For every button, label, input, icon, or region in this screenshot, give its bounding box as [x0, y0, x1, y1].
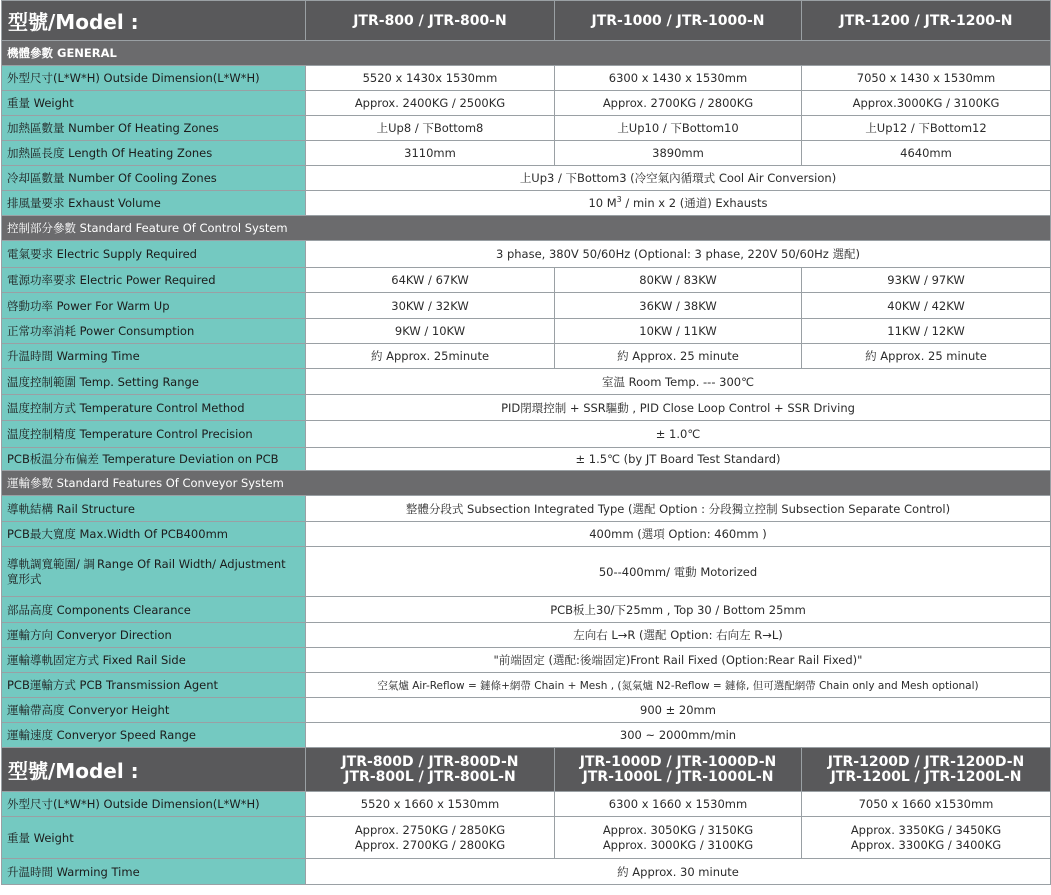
row-value: 900 ± 20mm: [306, 698, 1051, 723]
row-value: 約 Approx. 25 minute: [555, 344, 802, 369]
row-value: 4640mm: [802, 141, 1051, 166]
model-name: JTR-1000 / JTR-1000-N: [555, 1, 802, 41]
row-label: 運輸速度 Converyor Speed Range: [2, 723, 306, 748]
spec-row-dimension: [2, 66, 1051, 91]
row-value: 上Up8 / 下Bottom8: [306, 116, 555, 141]
model-name: [306, 748, 555, 792]
row-value: 80KW / 83KW: [555, 268, 802, 293]
exhaust-value-superscript: 3: [616, 195, 622, 205]
row-value-line: Approx. 3050KG / 3150KG: [602, 822, 754, 837]
row-value: 約 Approx. 25minute: [306, 344, 555, 369]
row-value: 5520 x 1660 x 1530mm: [306, 792, 555, 817]
spec-row-height: [2, 698, 1051, 723]
spec-row-pcb-deviation: [2, 448, 1051, 471]
row-label: 導軌結構 Rail Structure: [2, 496, 306, 522]
row-label: 運輸方向 Converyor Direction: [2, 623, 306, 648]
row-label: 加熱區長度 Length Of Heating Zones: [2, 141, 306, 166]
spec-row-weight: [2, 91, 1051, 116]
row-label-zh: 導軌調寬範圍/ 調寬形式: [7, 556, 96, 586]
row-value: ± 1.0℃: [306, 421, 1051, 448]
row-label: 電源功率要求 Electric Power Required: [2, 268, 306, 293]
row-label: 温度控制精度 Temperature Control Precision: [2, 421, 306, 448]
section-title: 機體參數 GENERAL: [2, 41, 1051, 66]
row-value-line: Approx. 3300KG / 3400KG: [850, 837, 1002, 852]
model-name: [555, 748, 802, 792]
model-name-line: JTR-1200D / JTR-1200D-N: [827, 753, 1025, 770]
row-value: 300 ~ 2000mm/min: [306, 723, 1051, 748]
row-label: 啓動功率 Power For Warm Up: [2, 293, 306, 319]
spec-row-cooling-zones: [2, 166, 1051, 191]
row-value: 7050 x 1430 x 1530mm: [802, 66, 1051, 91]
row-label: 升温時間 Warming Time: [2, 344, 306, 369]
row-value-line: Approx. 2750KG / 2850KG: [354, 822, 506, 837]
spec-row-heating-zones: [2, 116, 1051, 141]
row-value: 6300 x 1660 x 1530mm: [555, 792, 802, 817]
spec-row-rail-structure: [2, 496, 1051, 522]
row-value: 40KW / 42KW: [802, 293, 1051, 319]
row-value: "前端固定 (選配:後端固定)Front Rail Fixed (Option:Rear Rail Fixed)": [306, 648, 1051, 673]
spec-row-temp-precision: [2, 421, 1051, 448]
row-value: [802, 817, 1051, 859]
row-value: Approx. 2700KG / 2800KG: [555, 91, 802, 116]
section-header-conveyor: [2, 471, 1051, 496]
row-label: 重量 Weight: [2, 91, 306, 116]
spec-table: [1, 0, 1051, 885]
model-header-row-2: [2, 748, 1051, 792]
row-value: 5520 x 1430x 1530mm: [306, 66, 555, 91]
row-label: 運輸導軌固定方式 Fixed Rail Side: [2, 648, 306, 673]
spec-row-direction: [2, 623, 1051, 648]
spec-row-temp-range: [2, 369, 1051, 395]
row-value: ± 1.5℃ (by JT Board Test Standard): [306, 448, 1051, 471]
spec-row-consumption: [2, 319, 1051, 344]
spec-row-rail-width: [2, 547, 1051, 597]
row-value: 93KW / 97KW: [802, 268, 1051, 293]
model-label: 型號/Model :: [2, 1, 306, 41]
row-label: 運輸帶高度 Converyor Height: [2, 698, 306, 723]
row-value: 10KW / 11KW: [555, 319, 802, 344]
section-header-general: [2, 41, 1051, 66]
row-value: 左向右 L→R (選配 Option: 右向左 R→L): [306, 623, 1051, 648]
row-value: PCB板上30/下25mm , Top 30 / Bottom 25mm: [306, 597, 1051, 623]
row-value: 空氣爐 Air-Reflow = 鏈條+網帶 Chain + Mesh , (氮氣爐 N2-Reflow = 鏈條, 但可選配網帶 Chain only and Mesh optional): [306, 673, 1051, 698]
row-value: 室温 Room Temp. --- 300℃: [306, 369, 1051, 395]
row-value-line: Approx. 3000KG / 3100KG: [602, 837, 754, 852]
row-label: 外型尺寸(L*W*H) Outside Dimension(L*W*H): [2, 792, 306, 817]
spec-row-fixed-rail: [2, 648, 1051, 673]
row-label: 温度控制範圍 Temp. Setting Range: [2, 369, 306, 395]
spec-row-heating-length: [2, 141, 1051, 166]
model-label: 型號/Model :: [2, 748, 306, 792]
spec-row-warmup-power: [2, 293, 1051, 319]
spec-row-warming-time: [2, 344, 1051, 369]
row-value-line: Approx. 2700KG / 2800KG: [354, 837, 506, 852]
spec-row-speed: [2, 723, 1051, 748]
row-value: 11KW / 12KW: [802, 319, 1051, 344]
row-value: 約 Approx. 30 minute: [306, 859, 1051, 885]
model-name: [802, 748, 1051, 792]
row-label: 電氣要求 Electric Supply Required: [2, 241, 306, 268]
row-label: PCB最大寬度 Max.Width Of PCB400mm: [2, 522, 306, 547]
row-value: 上Up12 / 下Bottom12: [802, 116, 1051, 141]
exhaust-value-suffix: / min x 2 (通道) Exhausts: [621, 196, 768, 210]
model-name: JTR-800 / JTR-800-N: [306, 1, 555, 41]
row-value: 3890mm: [555, 141, 802, 166]
section-header-control: [2, 216, 1051, 241]
row-value: 50--400mm/ 電動 Motorized: [306, 547, 1051, 597]
model-name-line: JTR-1000L / JTR-1000L-N: [582, 768, 774, 785]
row-value: 9KW / 10KW: [306, 319, 555, 344]
row-label: 外型尺寸(L*W*H) Outside Dimension(L*W*H): [2, 66, 306, 91]
section-title: 運輸參數 Standard Features Of Conveyor System: [2, 471, 1051, 496]
row-value: 30KW / 32KW: [306, 293, 555, 319]
spec-row-exhaust: [2, 191, 1051, 216]
spec-row-clearance: [2, 597, 1051, 623]
row-label: 温度控制方式 Temperature Control Method: [2, 395, 306, 421]
row-label: 部品高度 Components Clearance: [2, 597, 306, 623]
row-value: 64KW / 67KW: [306, 268, 555, 293]
row-label-en: Range Of Rail Width/ Adjustment: [97, 556, 286, 571]
row-label: 排風量要求 Exhaust Volume: [2, 191, 306, 216]
spec-row-transmission: [2, 673, 1051, 698]
row-value: 3 phase, 380V 50/60Hz (Optional: 3 phase, 220V 50/60Hz 選配): [306, 241, 1051, 268]
model-name-line: JTR-800L / JTR-800L-N: [344, 768, 516, 785]
model-name-line: JTR-800D / JTR-800D-N: [341, 753, 519, 770]
spec-row-temp-method: [2, 395, 1051, 421]
exhaust-value-prefix: 10 M: [588, 196, 617, 210]
spec-row-power: [2, 268, 1051, 293]
row-value: 整體分段式 Subsection Integrated Type (選配 Option : 分段獨立控制 Subsection Separate Control): [306, 496, 1051, 522]
row-value: 36KW / 38KW: [555, 293, 802, 319]
row-label: 重量 Weight: [2, 817, 306, 859]
spec-row-supply: [2, 241, 1051, 268]
section-title: 控制部分參數 Standard Feature Of Control System: [2, 216, 1051, 241]
model-name: JTR-1200 / JTR-1200-N: [802, 1, 1051, 41]
row-value: 上Up10 / 下Bottom10: [555, 116, 802, 141]
row-value: 3110mm: [306, 141, 555, 166]
row-label: PCB運輸方式 PCB Transmission Agent: [2, 673, 306, 698]
row-value: [555, 817, 802, 859]
row-value: 7050 x 1660 x1530mm: [802, 792, 1051, 817]
model-name-line: JTR-1200L / JTR-1200L-N: [830, 768, 1022, 785]
row-value: Approx. 2400KG / 2500KG: [306, 91, 555, 116]
row-value-line: Approx. 3350KG / 3450KG: [850, 822, 1002, 837]
row-value: [306, 817, 555, 859]
row-value: 約 Approx. 25 minute: [802, 344, 1051, 369]
spec-row-dimension-2: [2, 792, 1051, 817]
spec-row-warming-time-2: [2, 859, 1051, 885]
row-value: [306, 191, 1051, 216]
row-value: 6300 x 1430 x 1530mm: [555, 66, 802, 91]
spec-row-max-width: [2, 522, 1051, 547]
row-value: 上Up3 / 下Bottom3 (冷空氣內循環式 Cool Air Conversion): [306, 166, 1051, 191]
row-label: 加熱區數量 Number Of Heating Zones: [2, 116, 306, 141]
model-header-row: [2, 1, 1051, 41]
row-value: PID閉環控制 + SSR驅動 , PID Close Loop Control + SSR Driving: [306, 395, 1051, 421]
row-value: Approx.3000KG / 3100KG: [802, 91, 1051, 116]
row-label: PCB板温分布偏差 Temperature Deviation on PCB: [2, 448, 306, 471]
row-label: [2, 547, 306, 597]
row-value: 400mm (選項 Option: 460mm ): [306, 522, 1051, 547]
model-name-line: JTR-1000D / JTR-1000D-N: [579, 753, 777, 770]
row-label: 正常功率消耗 Power Consumption: [2, 319, 306, 344]
spec-row-weight-2: [2, 817, 1051, 859]
row-label: 升温時間 Warming Time: [2, 859, 306, 885]
row-label: 冷却區數量 Number Of Cooling Zones: [2, 166, 306, 191]
